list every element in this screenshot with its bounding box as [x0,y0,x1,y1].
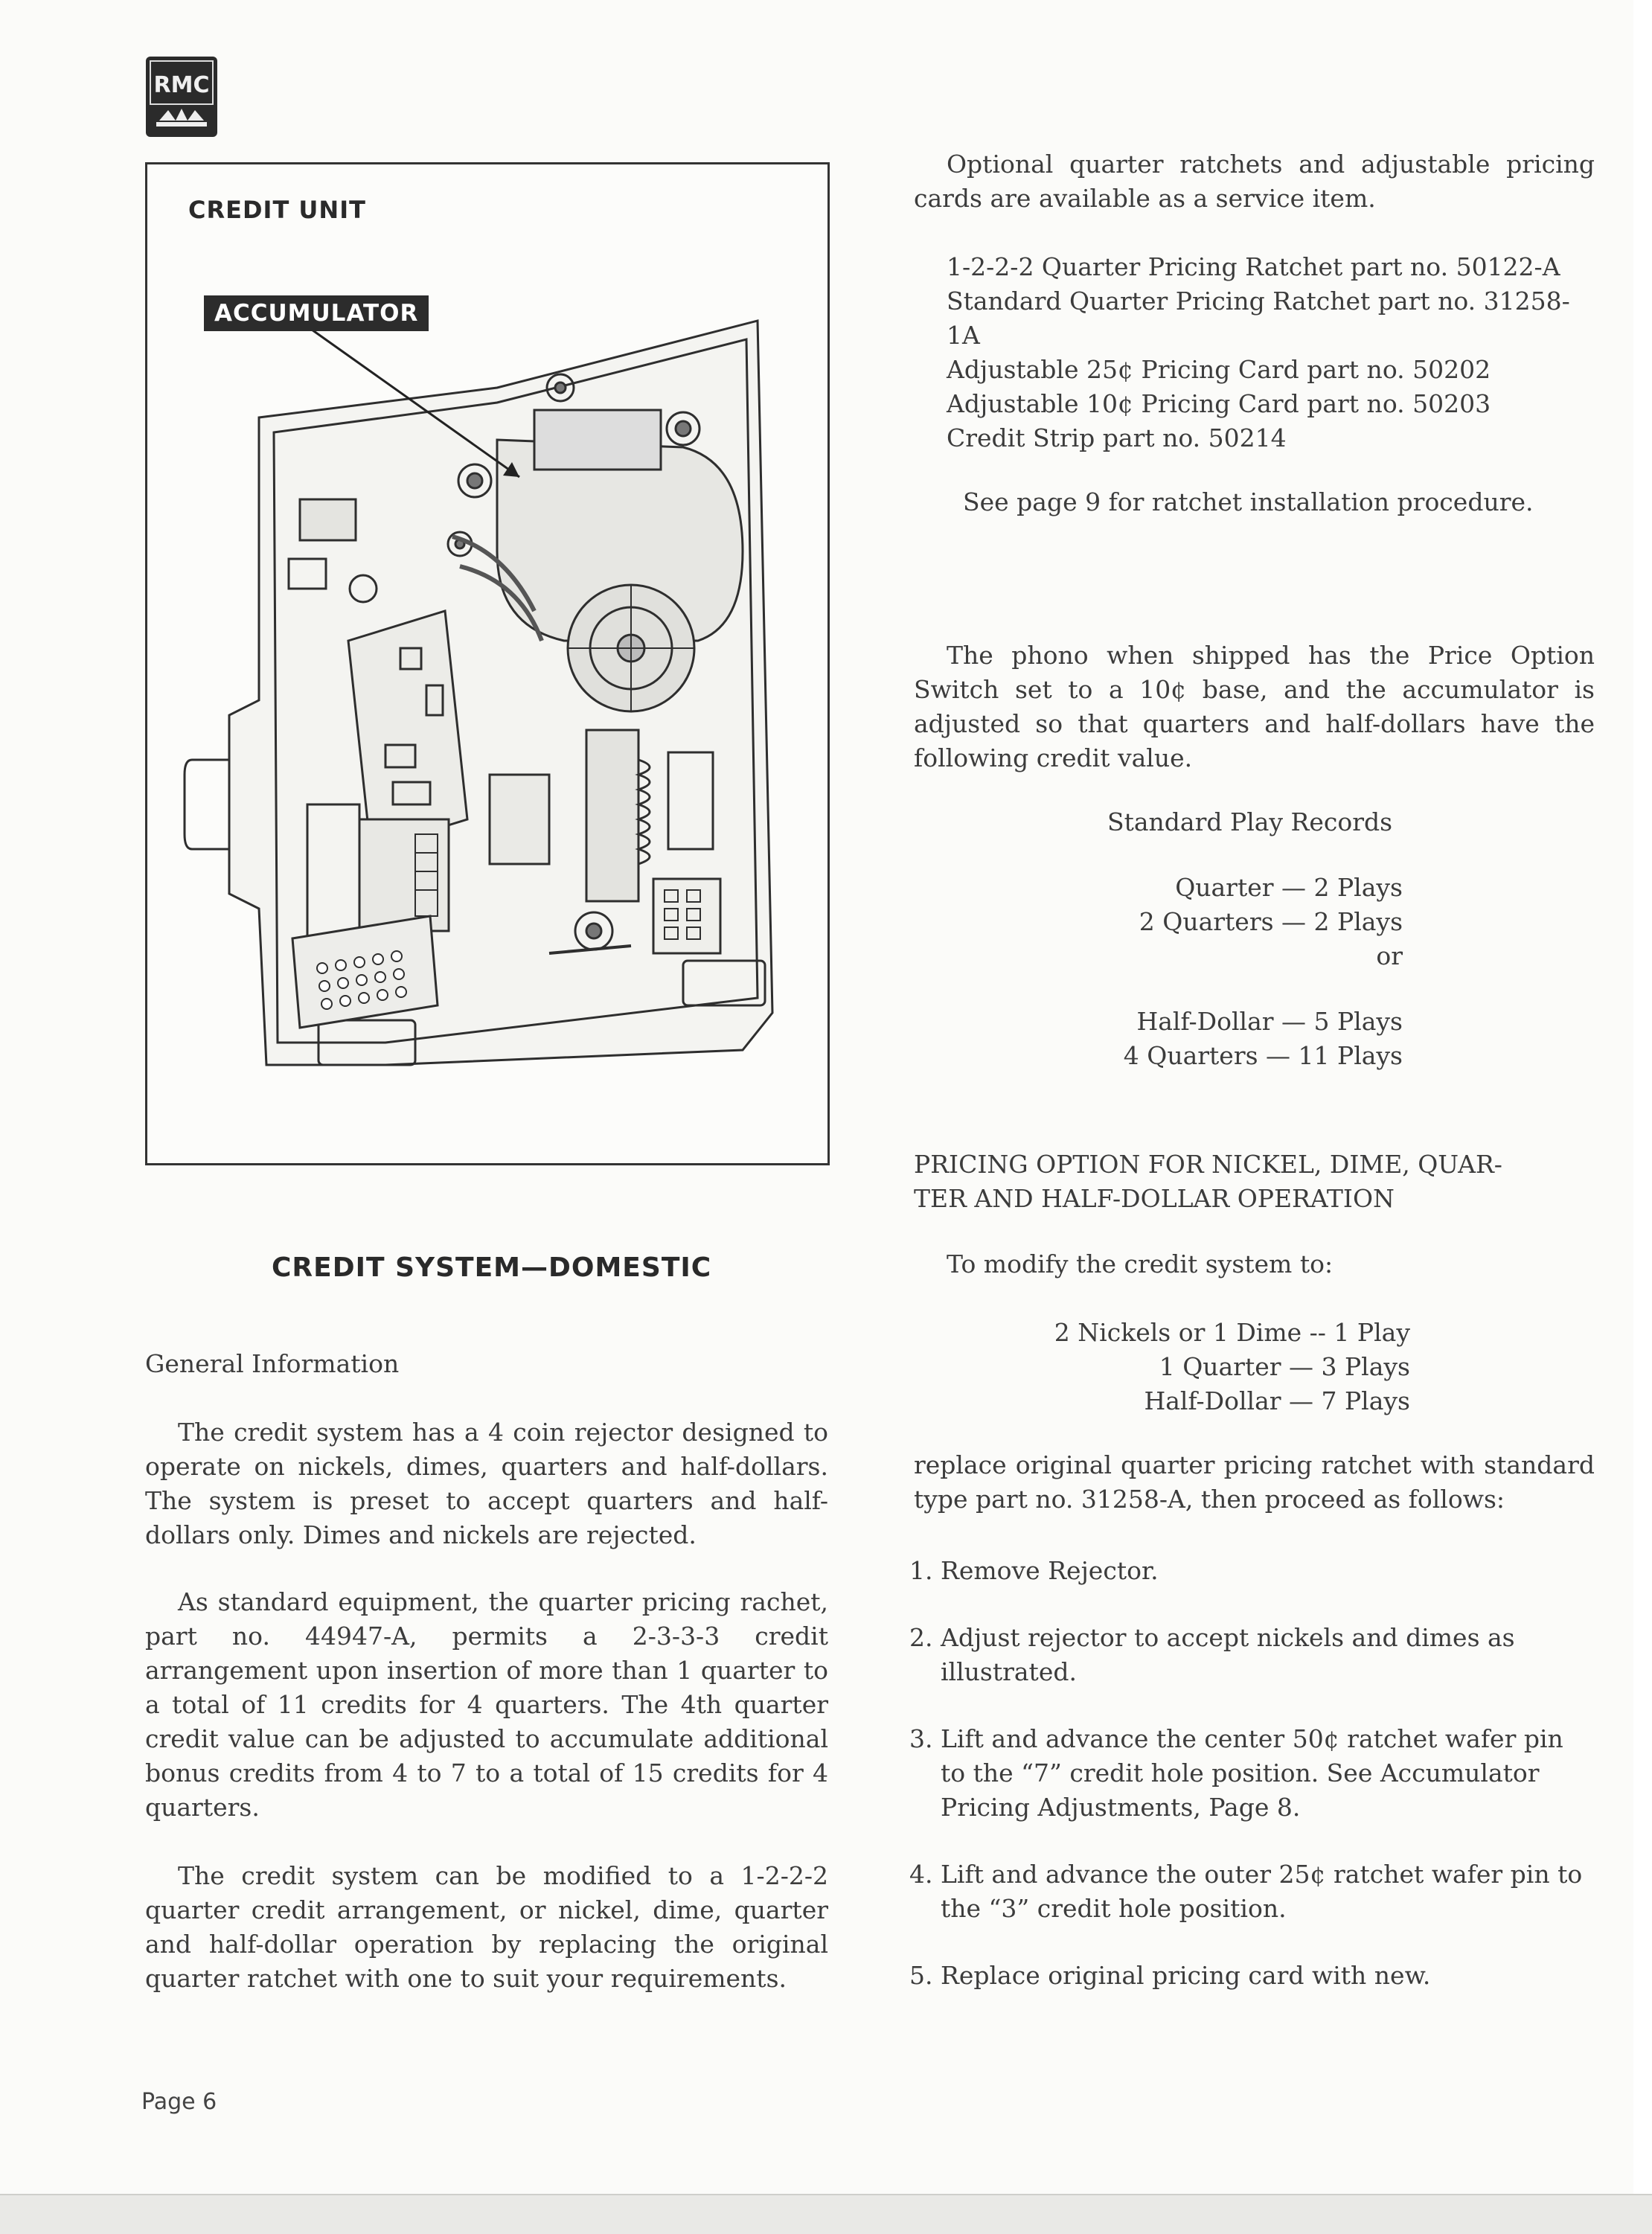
left-paragraph-3: The credit system can be modified to a 1-2-2-2 quarter credit arrangement, or nickel, dime, quarter and half-dollar operation by replacing the original quarter ratchet with one to suit your requirements. [145,1861,828,1993]
credit-row: Half-Dollar — 5 Plays [1136,1007,1403,1036]
part-item: Adjustable 25¢ Pricing Card part no. 50202 [947,355,1491,384]
replace-paragraph: replace original quarter pricing ratchet with standard type part no. 31258-A, then proceed as follows: [914,1450,1595,1514]
figure-title: CREDIT UNIT [188,196,366,224]
left-paragraph-2: As standard equipment, the quarter pricing rachet, part no. 44947-A, permits a 2-3-3-3 credit arrangement upon insertion of more than 1 quarter to a total of 11 credits for 4 quarters. The 4th quarter credit value can be adjusted to accumulate additional bonus credits from 4 to 7 to a total of 15 credits for 4 quarters. [145,1587,828,1822]
step-number: 5. [909,1961,933,1990]
step-item [909,1959,1595,1993]
modify-intro: To modify the credit system to: [947,1249,1334,1278]
step-item [909,1621,1595,1689]
part-item: 1-2-2-2 Quarter Pricing Ratchet part no. 50122-A [947,252,1560,281]
credit-table [1042,871,1403,1073]
pricing-option-heading-line-2: TER AND HALF-DOLLAR OPERATION [914,1184,1395,1213]
step-text: Lift and advance the outer 25¢ ratchet wafer pin to the “3” credit hole position. [941,1860,1583,1923]
step-number: 4. [909,1860,933,1889]
part-item: Standard Quarter Pricing Ratchet part no. 31258-1A [947,287,1570,350]
rmc-logo [141,54,222,141]
logo-text: RMC [153,72,210,98]
right-intro: Optional quarter ratchets and adjustable pricing cards are available as a service item. [914,150,1595,213]
modify-row: Half-Dollar — 7 Plays [1144,1386,1410,1415]
step-text: Remove Rejector. [941,1556,1159,1585]
credit-row: Quarter — 2 Plays [1175,873,1403,902]
step-text: Adjust rejector to accept nickels and dimes as illustrated. [941,1623,1515,1686]
modify-row: 2 Nickels or 1 Dime -- 1 Play [1054,1318,1410,1347]
page-bottom-edge [0,2194,1652,2234]
step-number: 2. [909,1623,933,1652]
pricing-option-heading-line-1: PRICING OPTION FOR NICKEL, DIME, QUAR- [914,1150,1502,1179]
step-text: Lift and advance the center 50¢ ratchet wafer pin to the “7” credit hole position. See Accumulator Pricing Adjustments, Page 8. [941,1724,1563,1822]
general-information-heading: General Information [145,1349,400,1378]
left-paragraph-1: The credit system has a 4 coin rejector designed to operate on nickels, dimes, quarters and half-dollars. The system is preset to accept quarters and half-dollars only. Dimes and nickels are rejected. [145,1418,828,1549]
step-number: 3. [909,1724,933,1753]
section-heading: CREDIT SYSTEM—DOMESTIC [272,1252,712,1283]
step-item [909,1722,1595,1825]
parts-list [947,250,1594,455]
step-item [909,1554,1595,1588]
step-number: 1. [909,1556,933,1585]
step-text: Replace original pricing card with new. [941,1961,1431,1990]
step-item [909,1857,1595,1926]
procedure-steps [909,1554,1595,2026]
binder-tab-edge [1633,0,1652,2233]
part-item: Adjustable 10¢ Pricing Card part no. 50203 [947,389,1491,418]
modify-table [997,1316,1410,1418]
pricing-option-heading [914,1148,1598,1216]
part-item: Credit Strip part no. 50214 [947,423,1287,452]
credit-row: or [1376,941,1403,970]
credit-row: 4 Quarters — 11 Plays [1123,1041,1403,1070]
modify-row: 1 Quarter — 3 Plays [1159,1352,1410,1381]
records-title: Standard Play Records [1107,807,1393,836]
page-number: Page 6 [141,2089,217,2115]
accumulator-callout: ACCUMULATOR [204,295,429,331]
credit-row: 2 Quarters — 2 Plays [1139,907,1403,936]
credit-unit-figure [145,162,830,1165]
shipped-paragraph: The phono when shipped has the Price Option Switch set to a 10¢ base, and the accumulator is adjusted so that quarters and half-dollars have the following credit value. [914,641,1595,772]
see-page-note: See page 9 for ratchet installation procedure. [963,487,1534,516]
